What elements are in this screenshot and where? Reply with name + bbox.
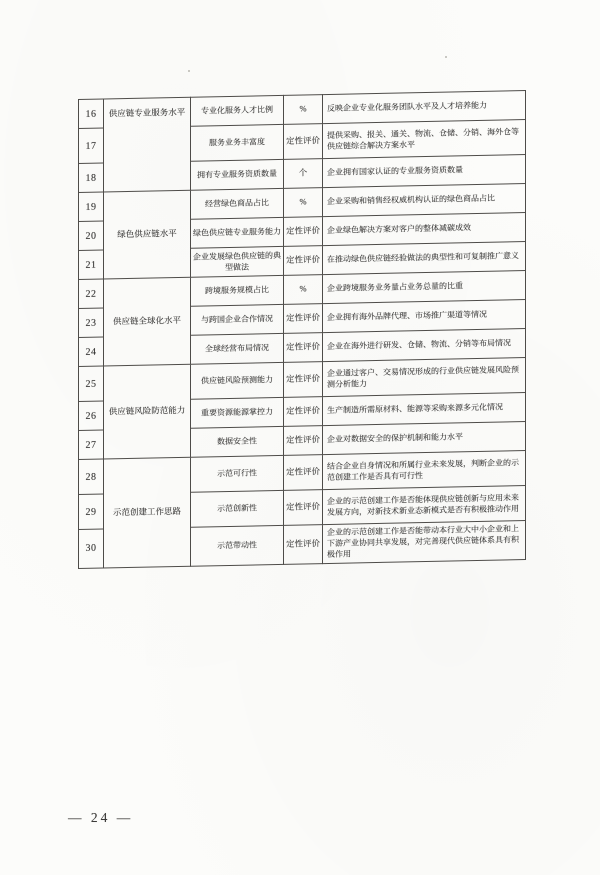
indicator-cell: 重要资源能源掌控力	[191, 397, 284, 428]
unit-cell: 定性评价	[284, 525, 323, 564]
scan-speck	[445, 56, 447, 58]
description-cell: 企业的示范创建工作是否能带动本行业大中小企业和上下游产业协同共享发展，对完善现代供应链体系具有积极作用	[323, 521, 526, 564]
indicator-cell: 供应链风险预测能力	[191, 362, 284, 399]
row-number-cell: 30	[79, 529, 104, 568]
row-number-cell: 16	[79, 99, 104, 129]
description-cell: 企业跨境服务业务量占业务总量的比重	[323, 271, 526, 304]
indicator-cell: 数据安全性	[191, 426, 284, 457]
row-number-cell: 20	[79, 221, 104, 251]
description-cell: 企业的示范创建工作是否能体现供应链创新与应用未来发展方向，对新技术新业态新模式是否有积极推动作用	[323, 486, 526, 525]
description-cell: 生产制造所需原材料、能源等采购来源多元化情况	[323, 393, 526, 426]
row-number-cell: 22	[79, 279, 104, 309]
indicator-cell: 经营绿色商品占比	[191, 188, 284, 219]
unit-cell: %	[284, 188, 323, 218]
indicator-cell: 示范带动性	[191, 525, 284, 565]
indicator-cell: 示范创新性	[191, 490, 284, 527]
description-cell: 结合企业自身情况和所属行业未来发展，判断企业的示范创建工作是否具有可行性	[323, 451, 526, 490]
description-cell: 企业在海外进行研发、仓储、物流、分销等布局情况	[323, 329, 526, 362]
row-number-cell: 25	[79, 366, 104, 402]
page-number: — 24 —	[68, 810, 134, 825]
indicator-table	[78, 90, 526, 569]
description-cell: 企业对数据安全的保护机制和能力水平	[323, 422, 526, 455]
unit-cell: %	[284, 275, 323, 305]
unit-cell: 定性评价	[284, 333, 323, 363]
description-cell: 反映企业专业化服务团队水平及人才培养能力	[323, 91, 526, 124]
row-number-cell: 21	[79, 250, 104, 280]
unit-cell: 定性评价	[284, 455, 323, 491]
indicator-cell: 跨境服务规模占比	[191, 275, 284, 306]
description-cell: 企业采购和销售经权威机构认证的绿色商品占比	[323, 184, 526, 217]
scan-speck	[188, 70, 190, 72]
indicator-cell: 专业化服务人才比例	[191, 95, 284, 126]
unit-cell: 定性评价	[284, 246, 323, 276]
description-cell: 在推动绿色供应链经验做法的典型性和可复制推广意义	[323, 242, 526, 275]
unit-cell: 定性评价	[284, 304, 323, 334]
unit-cell: 定性评价	[284, 124, 323, 160]
unit-cell: 定性评价	[284, 426, 323, 456]
row-number-cell: 26	[79, 401, 104, 431]
indicator-cell: 拥有专业服务资质数量	[191, 159, 284, 190]
indicator-table-container	[78, 90, 525, 569]
category-cell: 示范创建工作思路	[104, 457, 191, 567]
category-cell: 绿色供应链水平	[104, 190, 191, 279]
indicator-cell: 企业发展绿色供应链的典型做法	[191, 246, 284, 277]
indicator-cell: 与跨国企业合作情况	[191, 304, 284, 335]
indicator-cell: 服务业务丰富度	[191, 124, 284, 161]
description-cell: 提供采购、报关、通关、物流、仓储、分销、海外仓等供应链综合解决方案水平	[323, 120, 526, 159]
row-number-cell: 17	[79, 128, 104, 164]
row-number-cell: 29	[79, 494, 104, 530]
category-cell: 供应链风险防范能力	[104, 364, 191, 459]
unit-cell: 个	[284, 159, 323, 189]
unit-cell: 定性评价	[284, 362, 323, 398]
unit-cell: 定性评价	[284, 490, 323, 526]
row-number-cell: 23	[79, 308, 104, 338]
row-number-cell: 28	[79, 459, 104, 495]
row-number-cell: 27	[79, 430, 104, 460]
indicator-cell: 全球经营布局情况	[191, 333, 284, 364]
unit-cell: 定性评价	[284, 397, 323, 427]
description-cell: 企业拥有海外品牌代理、市场推广渠道等情况	[323, 300, 526, 333]
unit-cell: 定性评价	[284, 217, 323, 247]
row-number-cell: 19	[79, 192, 104, 222]
indicator-cell: 绿色供应链专业服务能力	[191, 217, 284, 248]
row-number-cell: 18	[79, 163, 104, 193]
description-cell: 企业绿色解决方案对客户的整体减碳成效	[323, 213, 526, 246]
unit-cell: %	[284, 95, 323, 125]
description-cell: 企业拥有国家认证的专业服务资质数量	[323, 155, 526, 188]
description-cell: 企业通过客户、交易情况形成的行业供应链发展风险预测分析能力	[323, 358, 526, 397]
category-cell: 供应链专业服务水平	[104, 97, 191, 192]
row-number-cell: 24	[79, 337, 104, 367]
category-cell: 供应链全球化水平	[104, 277, 191, 366]
indicator-cell: 示范可行性	[191, 455, 284, 492]
